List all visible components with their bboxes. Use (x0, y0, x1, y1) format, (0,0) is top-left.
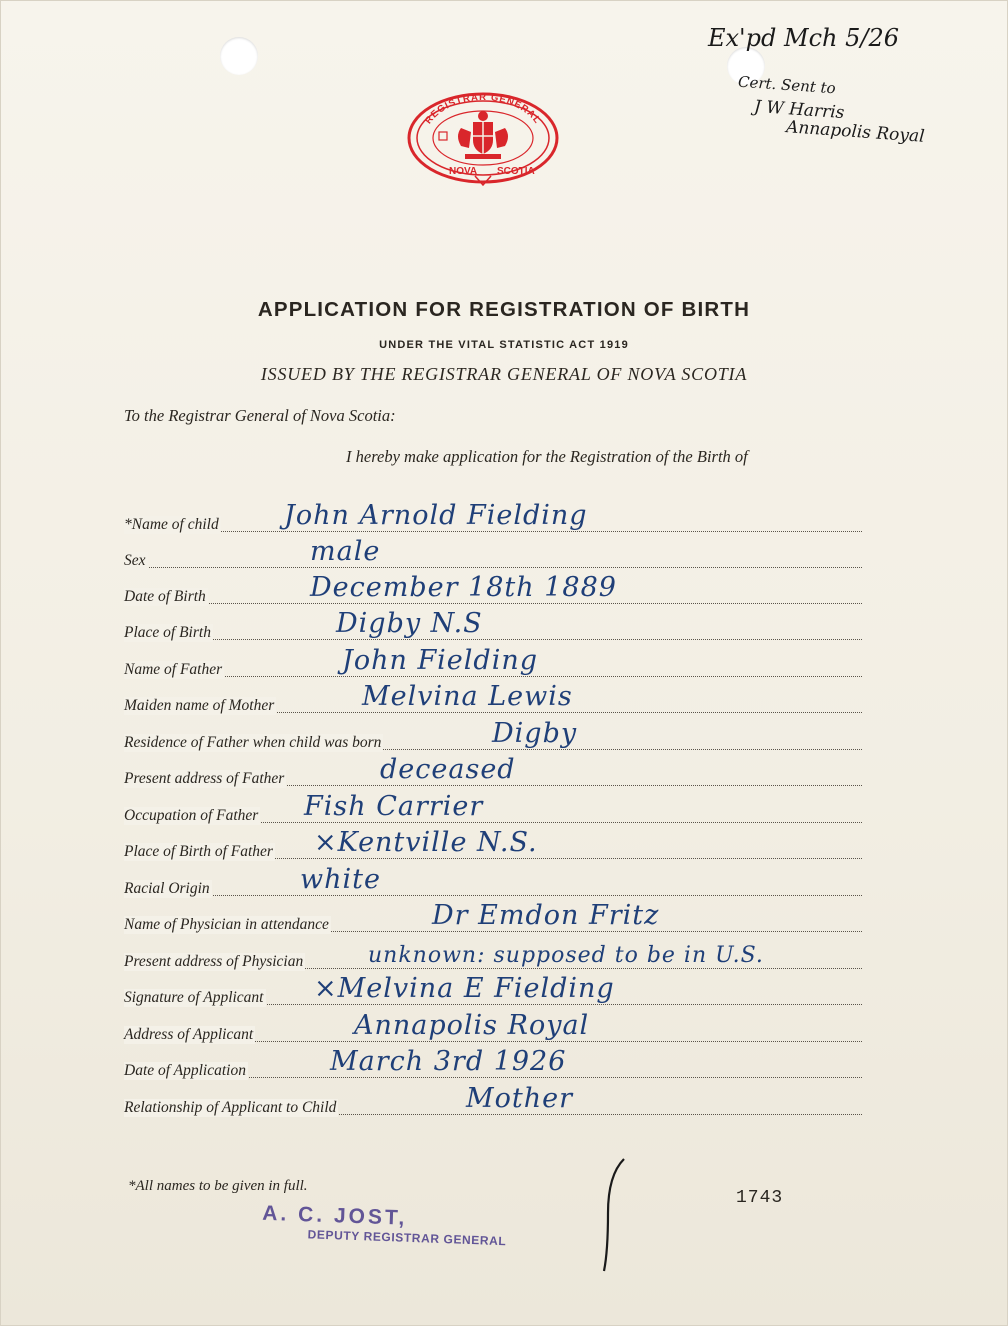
seal-left-text: NOVA (449, 166, 478, 177)
field-date-of-application (124, 1048, 862, 1082)
handwritten-bracket-mark (594, 1155, 634, 1273)
handwritten-value: Annapolis Royal (354, 1010, 590, 1041)
handwritten-value: Digby N.S (336, 608, 483, 639)
handwritten-value: John Arnold Fielding (284, 500, 588, 531)
handwritten-value: March 3rd 1926 (330, 1046, 567, 1077)
field-label: Present address of Father (124, 770, 285, 787)
expedited-annotation: Ex'pd Mch 5/26 (708, 24, 900, 52)
field-address-of-applicant (124, 1012, 862, 1046)
handwritten-value: Fish Carrier (304, 791, 484, 822)
field-relationship-of-applicant (124, 1085, 862, 1119)
handwritten-value: ×Melvina E Fielding (314, 973, 615, 1004)
handwritten-value: male (310, 536, 381, 567)
handwritten-value: December 18th 1889 (310, 572, 617, 603)
seal-top-text: REGISTRAR GENERAL (423, 92, 544, 127)
issued-by-line: ISSUED BY THE REGISTRAR GENERAL OF NOVA SCOTIA (260, 364, 748, 384)
svg-text:REGISTRAR GENERAL (423, 92, 543, 126)
field-present-address-of-father (124, 756, 862, 790)
dotted-line (124, 567, 862, 568)
field-label: Residence of Father when child was born (124, 734, 382, 751)
form-subtitle: UNDER THE VITAL STATISTIC ACT 1919 (379, 339, 629, 351)
field-name-of-physician (124, 902, 862, 936)
field-label: Maiden name of Mother (124, 697, 275, 714)
salutation: To the Registrar General of Nova Scotia: (124, 406, 396, 425)
field-maiden-name-of-mother (124, 683, 862, 717)
field-name-of-father (124, 647, 862, 681)
stamp-name: A. C. JOST, (261, 1201, 408, 1230)
field-label: Date of Birth (124, 588, 206, 605)
field-signature-of-applicant (124, 975, 862, 1009)
field-occupation-of-father (124, 793, 862, 827)
deputy-registrar-stamp (261, 1202, 507, 1249)
dotted-line (124, 895, 862, 896)
field-label: Place of Birth (124, 624, 211, 641)
field-label: Name of Father (124, 661, 223, 678)
dotted-line (124, 603, 862, 604)
field-label: *Name of child (124, 516, 219, 533)
field-label: Relationship of Applicant to Child (124, 1099, 337, 1116)
handwritten-value: John Fielding (342, 645, 539, 676)
form-title: APPLICATION FOR REGISTRATION OF BIRTH (257, 298, 751, 321)
handwritten-value: unknown: supposed to be in U.S. (368, 943, 764, 968)
field-racial-origin (124, 866, 862, 900)
intro-sentence: I hereby make application for the Registration of the Birth of (346, 447, 748, 466)
footnote: *All names to be given in full. (128, 1178, 308, 1194)
recipient-name-annotation: J W Harris (753, 96, 846, 124)
handwritten-value: Dr Emdon Fritz (432, 900, 660, 931)
registrar-general-seal (403, 88, 563, 192)
document-number: 1743 (736, 1188, 784, 1208)
field-label: Signature of Applicant (124, 989, 264, 1006)
field-place-of-birth-of-father (124, 829, 862, 863)
field-label: Occupation of Father (124, 807, 259, 824)
field-residence-of-father (124, 720, 862, 754)
certificate-sent-annotation: Cert. Sent to (737, 72, 837, 98)
field-name-of-child (124, 502, 862, 536)
field-label: Present address of Physician (124, 953, 304, 970)
dotted-line (124, 676, 862, 677)
field-place-of-birth (124, 610, 862, 644)
seal-right-text: SCOTIA (497, 166, 535, 177)
handwritten-value: Melvina Lewis (362, 681, 573, 712)
dotted-line (124, 531, 862, 532)
field-label: Sex (124, 552, 146, 569)
field-date-of-birth (124, 574, 862, 608)
field-label: Name of Physician in attendance (124, 916, 329, 933)
punch-hole-left (220, 37, 258, 75)
handwritten-value: Mother (466, 1083, 574, 1114)
recipient-place-annotation: Annapolis Royal (785, 117, 926, 147)
handwritten-value: Digby (492, 718, 578, 749)
field-label: Address of Applicant (124, 1026, 254, 1043)
stamp-title: DEPUTY REGISTRAR GENERAL (307, 1227, 507, 1249)
handwritten-value: white (300, 864, 381, 895)
field-label: Racial Origin (124, 880, 210, 897)
field-sex (124, 538, 862, 572)
dotted-line (124, 639, 862, 640)
handwritten-value: ×Kentville N.S. (314, 827, 538, 858)
field-present-address-of-physician (124, 939, 862, 973)
field-label: Place of Birth of Father (124, 843, 273, 860)
handwritten-value: deceased (380, 754, 516, 785)
field-label: Date of Application (124, 1062, 246, 1079)
